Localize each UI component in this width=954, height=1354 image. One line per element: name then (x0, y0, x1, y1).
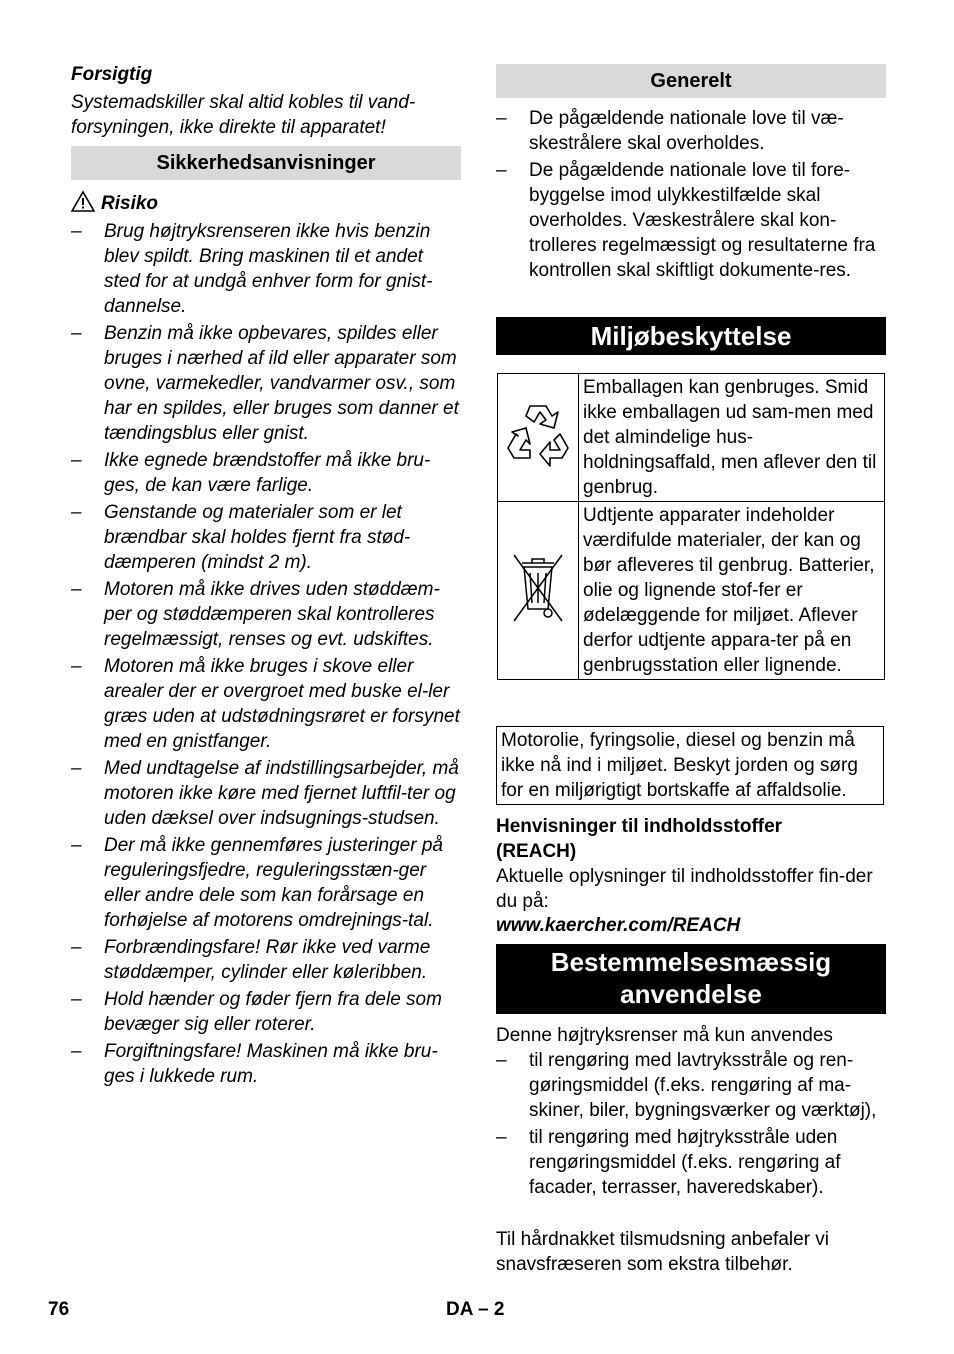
list-item: – Der må ikke gennemføres justeringer på reguleringsfjedre, reguleringsstæn-ger eller andre dele som kan forårsage en forhøjelse af motorens omdrejnings-tal. (71, 835, 443, 931)
list-item: – Forbrændingsfare! Rør ikke ved varme støddæmper, cylinder eller køleribben. (71, 937, 431, 983)
use-intro: Denne højtryksrenser må kun anvendes (496, 1025, 833, 1046)
list-item: – Genstande og materialer som er let brændbar skal holdes fjernt fra stød-dæmperen (mindst 2 m). (71, 502, 411, 573)
safety-heading: Sikkerhedsanvisninger (71, 146, 461, 180)
env-icon-cell (498, 374, 579, 502)
env-text: Udtjente apparater indeholder værdifulde materialer, der kan og bør afleveres til genbrug. Batterier, olie og lignende stof-fer er ødelæggende for miljøet. Aflever derfor udtjente appara-ter på en genbrugsstation eller lignende. (579, 502, 885, 680)
table-row (498, 374, 885, 502)
list-item: – Motoren må ikke bruges i skove eller arealer der er overgroet med buske el-ler græs uden at udstødningsrøret er forsynet med en gnistfanger. (71, 656, 460, 752)
risk-label: Risiko (101, 193, 159, 214)
recycle-icon (500, 456, 576, 477)
list-item: – Benzin må ikke opbevares, spildes eller bruges i nærhed af ild eller apparater som ovne, varmekedler, vandvarmer osv., som har en spildes, eller bruges som danner et tændingsblus eller gnist. (71, 323, 459, 444)
env-heading: Miljøbeskyttelse (496, 317, 886, 355)
warning-triangle-icon (71, 190, 95, 219)
list-item: – Med undtagelse af indstillingsarbejder, må motoren ikke køre med fjernet luftfil-ter og uden dæksel over indsugnings-studsen. (71, 758, 459, 829)
env-icon-cell (498, 502, 579, 680)
page-number: 76 (48, 1299, 70, 1320)
general-heading: Generelt (496, 64, 886, 98)
table-row (498, 502, 885, 680)
use-list (496, 1048, 886, 1202)
env-text: Emballagen kan genbruges. Smid ikke emballagen ud sam-men med det almindelige hus-holdningsaffald, men aflever den til genbrug. (579, 374, 885, 502)
crossed-bin-icon (508, 609, 568, 630)
general-list (496, 106, 886, 285)
list-item: – Brug højtryksrenseren ikke hvis benzin blev spildt. Bring maskinen til et andet sted for at undgå enhver form for gnist-dannelse. (71, 221, 433, 317)
use-heading: Bestemmelsesmæssig anvendelse (496, 944, 886, 1014)
list-item: – Ikke egnede brændstoffer må ikke bru-ges, de kan være farlige. (71, 450, 431, 496)
env-table (497, 373, 885, 680)
risk-header (71, 190, 461, 215)
list-item: – til rengøring med højtryksstråle uden rengøringsmiddel (f.eks. rengøring af facader, terrasser, haveredskaber). (496, 1127, 841, 1198)
list-item: – Forgiftningsfare! Maskinen må ikke bru-ges i lukkede rum. (71, 1041, 438, 1087)
section-label: DA – 2 (446, 1299, 505, 1320)
caution-text: Systemadskiller skal altid kobles til vand-forsyningen, ikke direkte til apparatet! (71, 92, 416, 138)
reach-heading: Henvisninger til indholdsstoffer (REACH) (496, 816, 783, 862)
reach-link[interactable]: www.kaercher.com/REACH (496, 915, 741, 936)
list-item: – De pågældende nationale love til væ-skestrålere skal overholdes. (496, 108, 844, 154)
list-item: – Motoren må ikke drives uden støddæm-per og støddæmperen skal kontrolleres regelmæssigt, renses og evt. udskiftes. (71, 579, 440, 650)
list-item: – Hold hænder og føder fjern fra dele som bevæger sig eller roterer. (71, 989, 442, 1035)
list-item: – til rengøring med lavtryksstråle og ren-gøringsmiddel (f.eks. rengøring af ma-skiner, biler, bygningsværker og værktøj), (496, 1050, 877, 1121)
list-item: – De pågældende nationale love til fore-byggelse imod ulykkestilfælde skal overholdes. Væskestrålere skal kon-trolleres regelmæssigt og resultaterne fra kontrollen skal skiftligt dokumente-res. (496, 160, 876, 281)
reach-text: Aktuelle oplysninger til indholdsstoffer fin-der du på: (496, 866, 873, 912)
risk-list (71, 219, 461, 1091)
caution-title: Forsigtig (71, 64, 153, 85)
use-outro: Til hårdnakket tilsmudsning anbefaler vi snavsfræseren som ekstra tilbehør. (496, 1229, 830, 1275)
oil-note: Motorolie, fyringsolie, diesel og benzin må ikke nå ind i miljøet. Beskyt jorden og sørg for en miljørigtigt bortskaffe af affaldsolie. (496, 726, 884, 805)
